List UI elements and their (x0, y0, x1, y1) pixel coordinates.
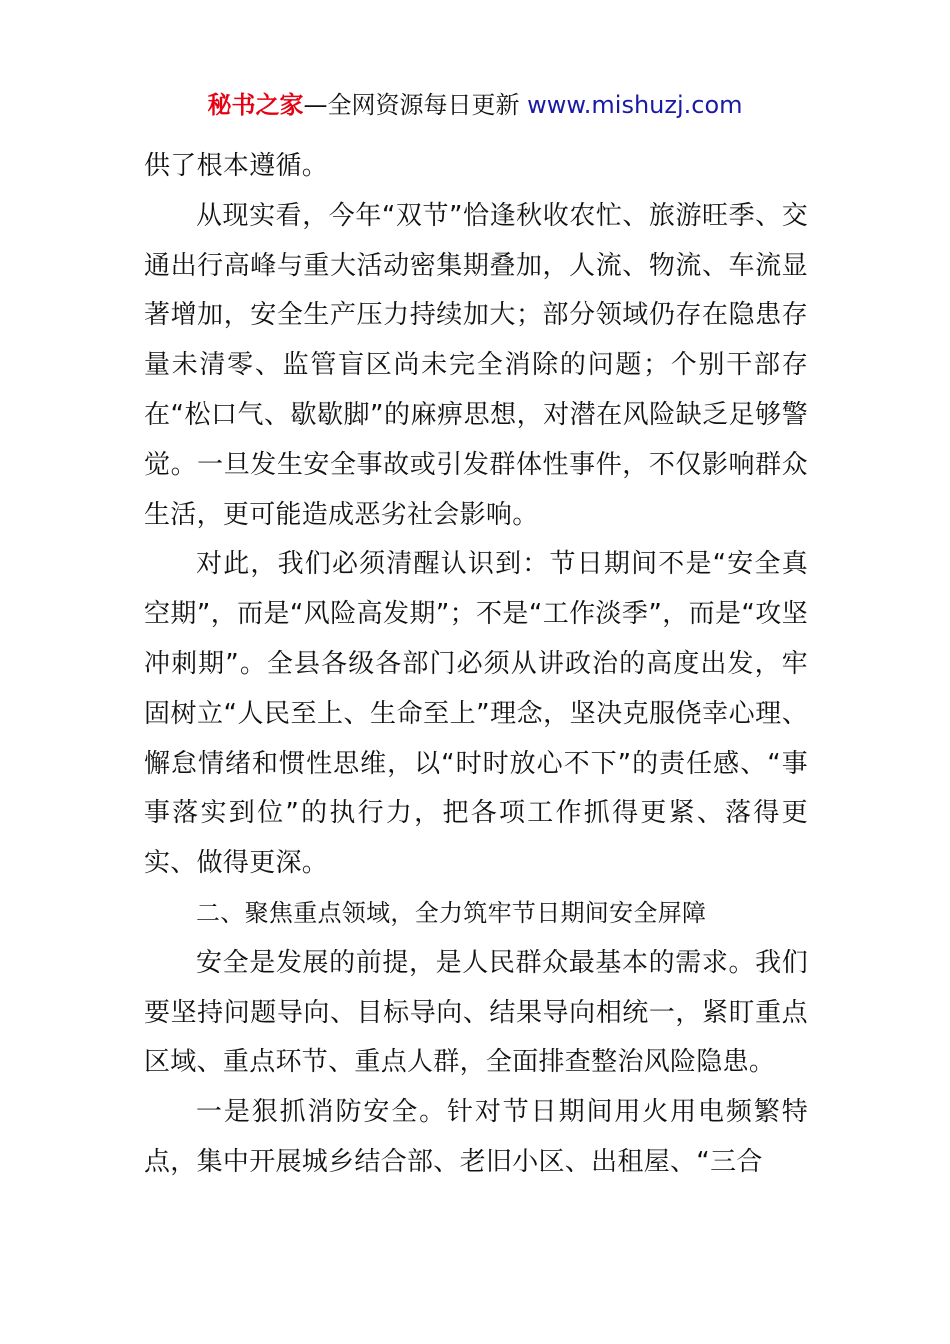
paragraph: 安全是发展的前提，是人民群众最基本的需求。我们要坚持问题导向、目标导向、结果导向相统一，紧盯重点区域、重点环节、重点人群，全面排查整治风险隐患。 (144, 947, 808, 1078)
header-slogan: —全网资源每日更新 (303, 91, 528, 119)
section-heading: 二、聚焦重点领域，全力筑牢节日期间安全屏障 (196, 898, 707, 927)
paragraph: 对此，我们必须清醒认识到：节日期间不是“安全真空期”，而是“风险高发期”；不是“工作淡季”，而是“攻坚冲刺期”。全县各级各部门必须从讲政治的高度出发，牢固树立“人民至上、生命至上”理念，坚决克服侥幸心理、懈怠情绪和惯性思维，以“时时放心不下”的责任感、“事事落实到位”的执行力，把各项工作抓得更紧、落得更实、做得更深。 (144, 549, 808, 879)
paragraph-continuation: 供了根本遵循。 (144, 151, 329, 181)
paragraph: 一是狠抓消防安全。针对节日期间用火用电频繁特点，集中开展城乡结合部、老旧小区、出租屋、“三合 (144, 1097, 808, 1177)
page-header (0, 88, 950, 122)
header-url-link[interactable]: www.mishuzj.com (527, 91, 743, 119)
header-brand: 秘书之家 (207, 91, 304, 119)
document-body (144, 142, 808, 1188)
paragraph: 从现实看，今年“双节”恰逢秋收农忙、旅游旺季、交通出行高峰与重大活动密集期叠加，人流、物流、车流显著增加，安全生产压力持续加大；部分领域仍存在隐患存量未清零、监管盲区尚未完全消除的问题；个别干部存在“松口气、歇歇脚”的麻痹思想，对潜在风险缺乏足够警觉。一旦发生安全事故或引发群体性事件，不仅影响群众生活，更可能造成恶劣社会影响。 (144, 200, 808, 530)
